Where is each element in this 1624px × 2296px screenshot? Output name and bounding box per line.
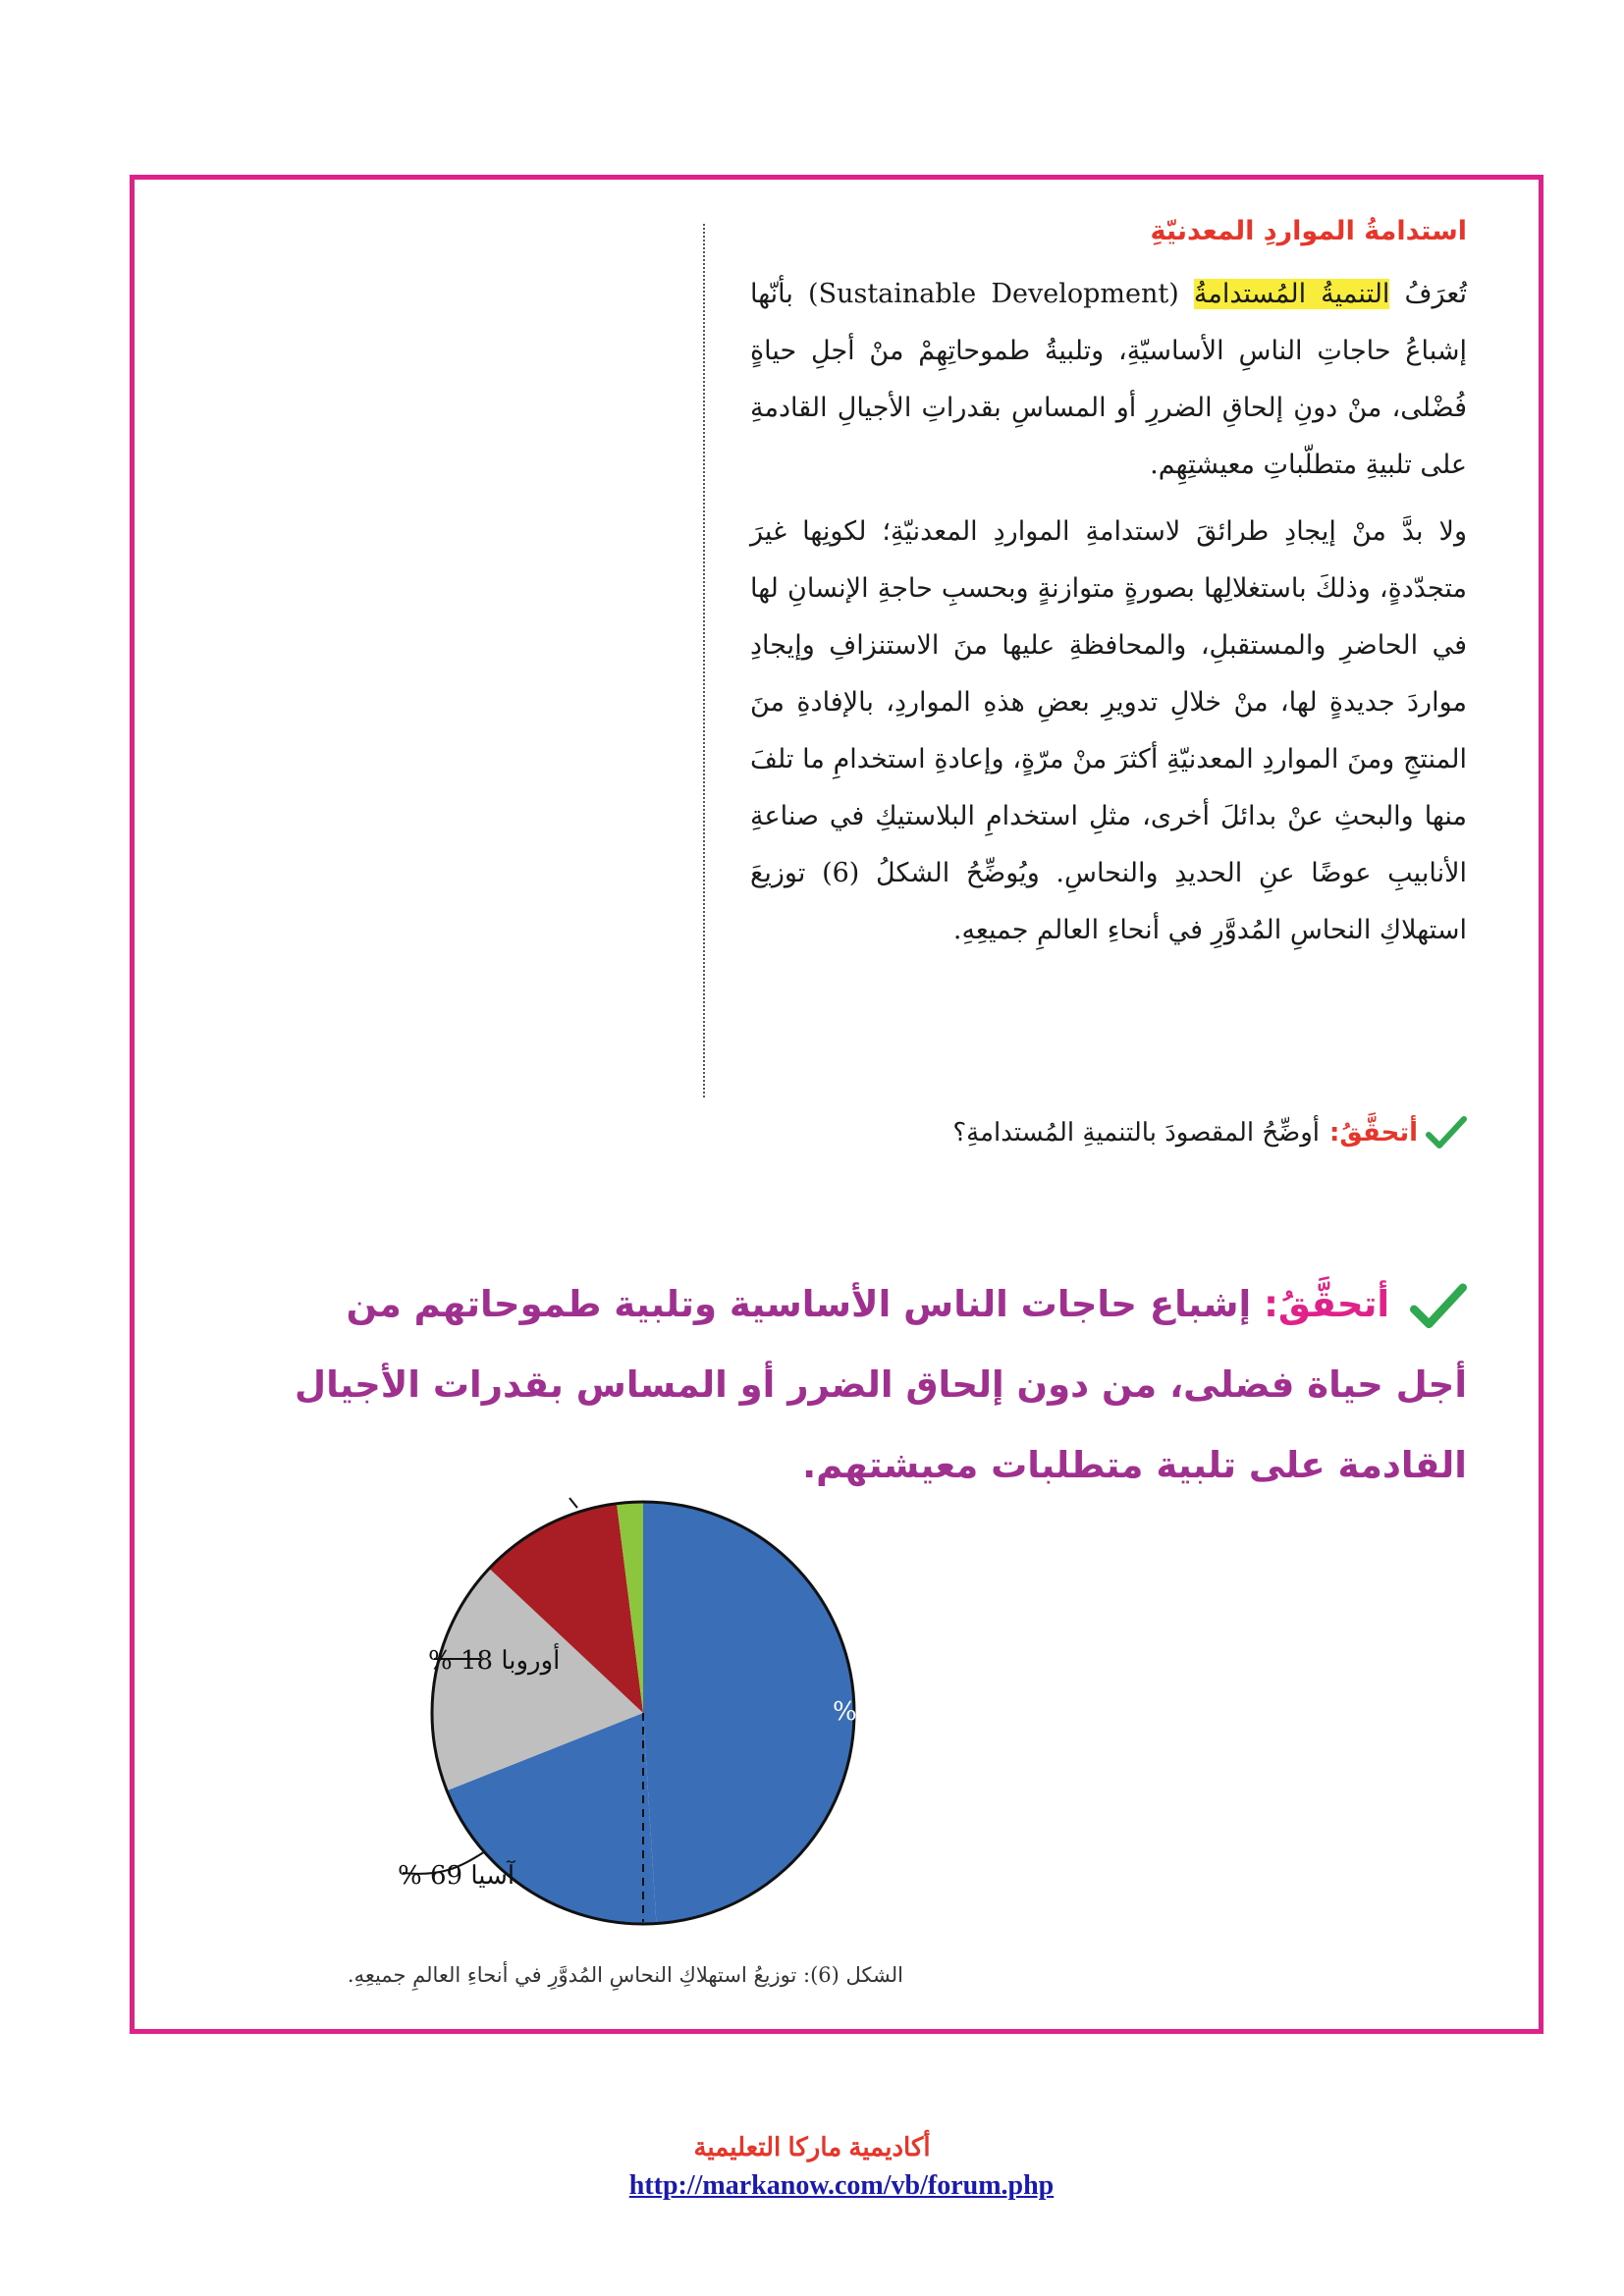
footer-forum-link[interactable]: http://markanow.com/vb/forum.php [628, 2170, 1055, 2201]
answer-check-mark-icon [1410, 1282, 1467, 1331]
check-label: أتحقَّقُ: [1329, 1118, 1418, 1148]
footer-organization: أكاديمية ماركا التعليمية [693, 2132, 931, 2162]
check-question-text: أوضِّحُ المقصودَ بالتنميةِ المُستدامةِ؟ [952, 1118, 1321, 1148]
main-text-column [750, 216, 1467, 969]
footer [0, 2132, 1624, 2202]
highlighted-term: التنميةُ المُستدامةُ [1193, 279, 1390, 309]
check-mark-icon [1426, 1115, 1467, 1150]
europe-callout: أوروبا 18 % [428, 1646, 561, 1676]
check-question [952, 1115, 1467, 1150]
asia-callout: آسيا 69 % [398, 1861, 515, 1891]
definition-paragraph [750, 266, 1467, 494]
answer-block [279, 1264, 1467, 1506]
section-title: استدامةُ المواردِ المعدنيّةِ [1150, 216, 1467, 246]
pie-slice-0 [643, 1502, 854, 1924]
figure-caption: الشكل (6): توزيعُ استهلاكِ النحاسِ المُدوَّرِ في أنحاءِ العالمِ جميعِهِ. [347, 1963, 903, 1987]
column-divider [703, 224, 705, 1097]
answer-text: إشباع حاجات الناس الأساسية وتلبية طموحاتهم من أجل حياة فضلى، من دون إلحاق الضرر أو المساس بقدرات الأجيال القادمة على تلبية متطلبات معيشتهم. [294, 1283, 1467, 1486]
definition-lead: تُعرَفُ [1404, 279, 1467, 309]
definition-rest: بأنّها إشباعُ حاجاتِ الناسِ الأساسيّةِ، وتلبيةُ طموحاتِهِمْ منْ أجلِ حياةٍ فُضْلى، منْ دونِ إلحاقِ الضررِ أو المساسِ بقدراتِ الأجيالِ القادمةِ على تلبيةِ متطلّباتِ معيشتِهِم. [750, 279, 1467, 480]
china-inner-label: الصّينُ 49 % [833, 1697, 970, 1727]
answer-label: أتحقَّقُ: [1264, 1283, 1390, 1325]
sustainability-paragraph: ولا بدَّ منْ إيجادِ طرائقَ لاستدامةِ المواردِ المعدنيّةِ؛ لكونِها غيرَ متجدّدةٍ، وذلكَ باستغلالِها بصورةٍ متوازنةٍ وبحسبِ حاجةِ الإنسانِ لها في الحاضرِ والمستقبلِ، والمحافظةِ عليها منَ الاستنزافِ وإيجادِ مواردَ جديدةٍ لها، منْ خلالِ تدويرِ بعضِ هذهِ المواردِ، بالإفادةِ منَ المنتجِ ومنَ المواردِ المعدنيّةِ أكثرَ منْ مرّةٍ، وإعادةِ استخدامِ ما تلفَ منها والبحثِ عنْ بدائلَ أخرى، مثلِ استخدامِ البلاستيكِ في صناعةِ الأنابيبِ عوضًا عنِ الحديدِ والنحاسِ. ويُوضِّحُ الشكلُ (6) توزيعَ استهلاكِ النحاسِ المُدوَّرِ في أنحاءِ العالمِ جميعِهِ. [750, 516, 1467, 945]
english-term: (Sustainable Development) [808, 279, 1179, 309]
copper-pie-chart [196, 1502, 970, 1953]
